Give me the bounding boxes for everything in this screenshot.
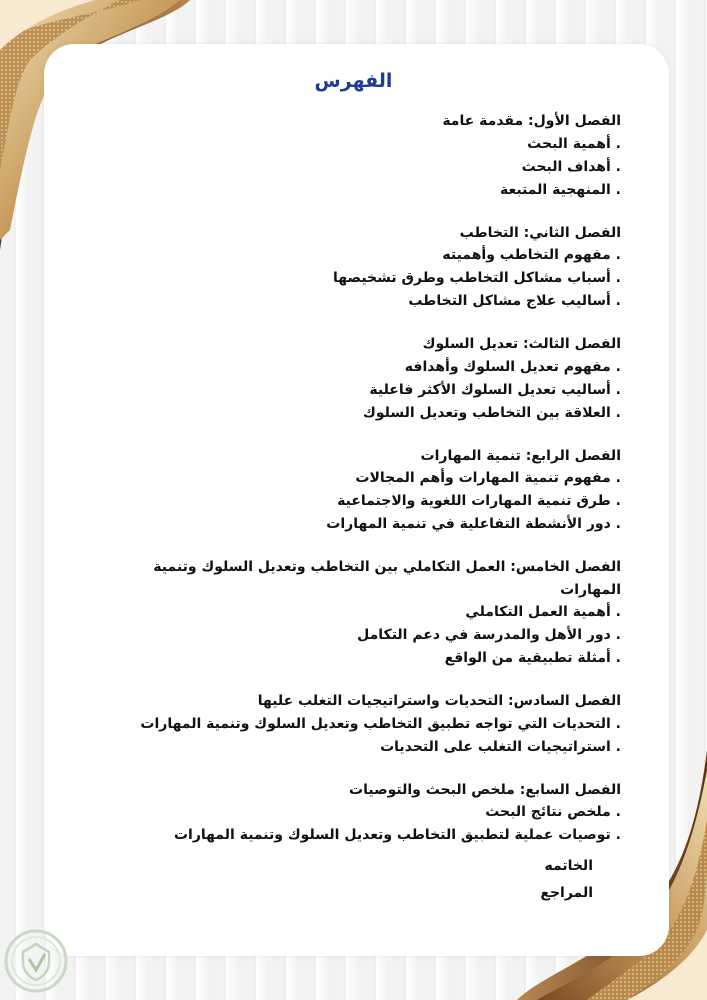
chapter-3 xyxy=(101,333,621,425)
chapter-heading: الفصل الثالث: تعديل السلوك xyxy=(422,336,621,352)
chapter-item: . أهداف البحث xyxy=(521,158,621,175)
chapter-item: . استراتيجيات التغلب على التحديات xyxy=(380,738,621,755)
chapter-item: . مفهوم التخاطب وأهميته xyxy=(442,247,621,263)
chapter-item: . طرق تنمية المهارات اللغوية والاجتماعية xyxy=(337,493,621,509)
chapter-item: . دور الأنشطة التفاعلية في تنمية المهارات xyxy=(326,516,621,532)
chapter-item: . أساليب علاج مشاكل التخاطب xyxy=(408,293,621,309)
chapter-item: . المنهجية المتبعة xyxy=(499,181,621,198)
chapter-heading: الفصل الرابع: تنمية المهارات xyxy=(420,447,621,464)
chapter-item: . أساليب تعديل السلوك الأكثر فاعلية xyxy=(369,381,621,398)
chapter-4 xyxy=(101,445,621,537)
page-title: الفهرس xyxy=(314,70,393,92)
chapter-5 xyxy=(101,556,621,670)
chapter-item: . أسباب مشاكل التخاطب وطرق تشخيصها xyxy=(333,270,621,286)
table-of-contents xyxy=(101,110,621,907)
chapter-item: . العلاقة بين التخاطب وتعديل السلوك xyxy=(363,404,621,421)
watermark-logo xyxy=(3,928,69,994)
chapter-heading: الفصل الخامس: العمل التكاملي بين التخاطب وتعديل السلوك وتنمية المهارات xyxy=(153,559,621,598)
chapter-heading: الفصل الثاني: التخاطب xyxy=(459,224,621,241)
chapter-item: . مفهوم تعديل السلوك وأهدافه xyxy=(404,358,621,375)
conclusion-entry: الخاتمه xyxy=(544,858,593,874)
chapter-item: . أمثلة تطبيقية من الواقع xyxy=(444,650,621,666)
chapter-item: . توصيات عملية لتطبيق التخاطب وتعديل السلوك وتنمية المهارات xyxy=(173,827,621,843)
chapter-item: . ملخص نتائج البحث xyxy=(485,804,621,820)
chapter-heading: الفصل الأول: مقدمة عامة xyxy=(442,113,621,129)
chapter-item: . دور الأهل والمدرسة في دعم التكامل xyxy=(357,627,621,643)
chapter-heading: الفصل السادس: التحديات واستراتيجيات التغلب عليها xyxy=(257,693,621,709)
chapter-item: . أهمية البحث xyxy=(527,135,621,152)
chapter-1 xyxy=(101,110,621,202)
chapter-item: . أهمية العمل التكاملي xyxy=(465,604,621,620)
chapter-heading: الفصل السابع: ملخص البحث والتوصيات xyxy=(349,781,621,798)
chapter-item: . مفهوم تنمية المهارات وأهم المجالات xyxy=(355,470,621,486)
chapter-item: . التحديات التي تواجه تطبيق التخاطب وتعديل السلوك وتنمية المهارات xyxy=(140,715,621,732)
chapter-6 xyxy=(101,690,621,759)
chapter-2 xyxy=(101,222,621,314)
references-entry: المراجع xyxy=(540,885,593,901)
chapter-7 xyxy=(101,779,621,848)
